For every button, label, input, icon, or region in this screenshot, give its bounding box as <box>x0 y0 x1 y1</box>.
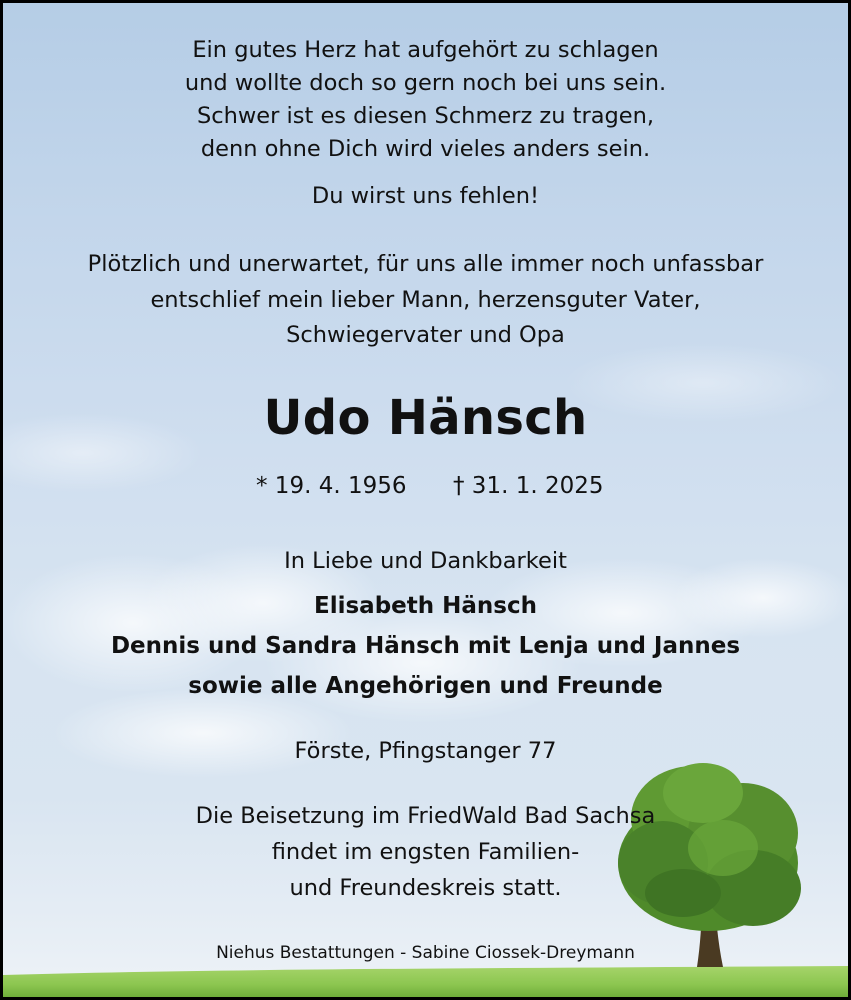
grass-meadow <box>3 966 848 997</box>
mourner-line: Dennis und Sandra Hänsch mit Lenja und Jannes <box>110 633 741 659</box>
deceased-name: Udo Hänsch <box>263 390 588 446</box>
obituary-card <box>3 3 848 997</box>
mourner-line: Elisabeth Hänsch <box>314 593 537 619</box>
announcement-line: Schwiegervater und Opa <box>286 322 565 348</box>
poem-line: und wollte doch so gern noch bei uns sein. <box>184 70 667 96</box>
poem-closing: Du wirst uns fehlen! <box>311 183 540 209</box>
funeral-line: findet im engsten Familien- <box>271 839 580 865</box>
death-date: † 31. 1. 2025 <box>453 473 604 499</box>
address: Förste, Pfingstanger 77 <box>294 738 557 764</box>
poem-line: Schwer ist es diesen Schmerz zu tragen, <box>196 103 655 129</box>
announcement-line: entschlief mein lieber Mann, herzensguter Vater, <box>150 287 701 313</box>
funeral-line: und Freundeskreis statt. <box>289 875 562 901</box>
undertaker: Niehus Bestattungen - Sabine Ciossek-Dreymann <box>216 943 635 963</box>
announcement-line: Plötzlich und unerwartet, für uns alle immer noch unfassbar <box>87 251 764 277</box>
poem-line: denn ohne Dich wird vieles anders sein. <box>200 136 651 162</box>
tree-icon <box>618 763 801 967</box>
mourner-line: sowie alle Angehörigen und Freunde <box>188 673 663 699</box>
mourners-intro: In Liebe und Dankbarkeit <box>284 548 567 574</box>
poem-line: Ein gutes Herz hat aufgehört zu schlagen <box>192 37 659 63</box>
birth-date: * 19. 4. 1956 <box>256 473 407 499</box>
funeral-line: Die Beisetzung im FriedWald Bad Sachsa <box>195 803 656 829</box>
